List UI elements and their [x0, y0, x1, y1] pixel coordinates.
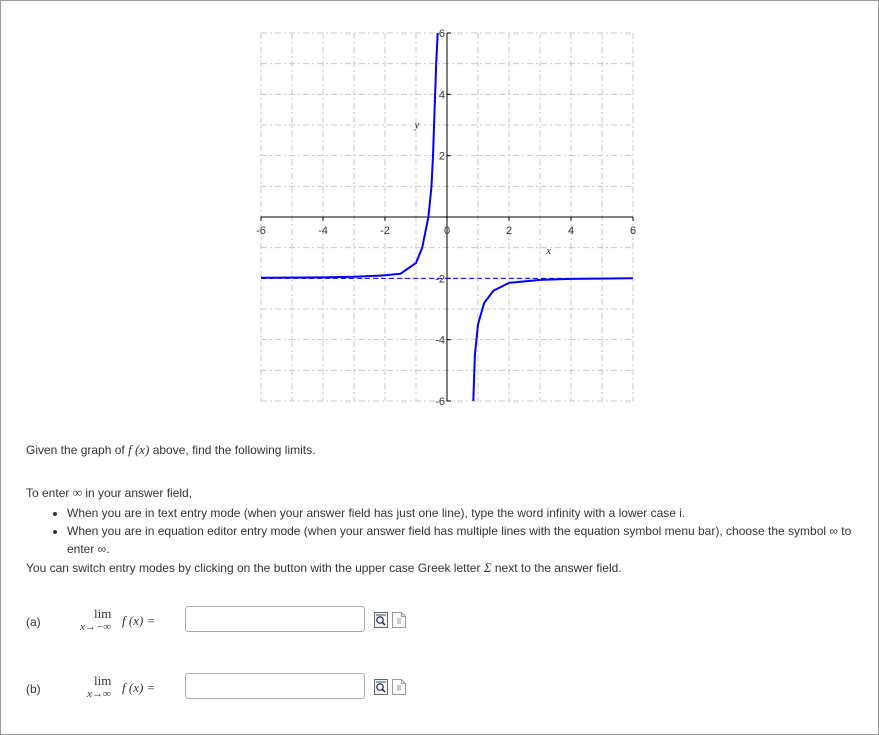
- curve-branch: [473, 278, 633, 401]
- lim-subscript: x→∞: [87, 688, 111, 700]
- switch-suffix: next to the answer field.: [491, 561, 622, 575]
- lim-subscript: x→−∞: [80, 621, 112, 633]
- y-tick-label: 6: [438, 28, 445, 40]
- x-tick-label: 4: [567, 225, 575, 237]
- switch-prefix: You can switch entry modes by clicking on the button with the upper case Greek letter: [26, 561, 484, 575]
- y-tick-label: 4: [438, 89, 445, 102]
- given-func: f (x): [128, 442, 150, 457]
- part-a-expression: f (x) =: [122, 613, 156, 628]
- enter-suffix: in your answer field,: [81, 486, 193, 500]
- x-axis-label: x: [546, 244, 552, 257]
- part-a-label: (a): [26, 615, 41, 629]
- instructions-list: [49, 504, 867, 558]
- switch-text: [26, 560, 622, 576]
- answer-input-b[interactable]: [185, 673, 365, 699]
- given-prefix: Given the graph of: [26, 443, 129, 457]
- y-tick-label: 2: [438, 150, 445, 163]
- part-b-expression: f (x) =: [122, 680, 156, 695]
- y-tick-label: -4: [435, 334, 445, 347]
- given-suffix: above, find the following limits.: [149, 443, 316, 457]
- sigma-symbol: Σ: [483, 560, 492, 575]
- y-axis-label: y: [414, 119, 420, 132]
- equation-editor-icon[interactable]: [392, 612, 406, 628]
- part-b-label: (b): [26, 682, 41, 696]
- tick-labels: [256, 28, 636, 408]
- enter-text: [26, 485, 192, 501]
- y-tick-label: -2: [435, 273, 445, 286]
- preview-icon[interactable]: [374, 612, 388, 628]
- x-tick-label: -2: [380, 225, 390, 237]
- part-a-limit: [80, 606, 112, 633]
- infinity-symbol: ∞: [72, 485, 82, 500]
- x-tick-label: 6: [629, 225, 637, 237]
- instruction-text-mode: • When you are in text entry mode (when your answer field has just one line), type the word infinity with a lower case i.: [67, 504, 867, 522]
- enter-prefix: To enter: [26, 486, 73, 500]
- x-tick-label: -6: [256, 225, 266, 237]
- y-tick-label: -6: [435, 396, 445, 408]
- equation-editor-icon[interactable]: [392, 679, 406, 695]
- function-graph: [249, 21, 639, 409]
- instruction-editor-mode: • When you are in equation editor entry mode (when your answer field has multiple lines with the equation symbol menu bar), choose the symbol ∞ to enter ∞.: [67, 522, 867, 558]
- preview-icon[interactable]: [374, 679, 388, 695]
- x-tick-label: 0: [443, 225, 451, 237]
- lim-text: lim: [94, 673, 112, 688]
- answer-input-a[interactable]: [185, 606, 365, 632]
- part-b-limit: [87, 673, 112, 700]
- given-text: [26, 442, 315, 458]
- lim-text: lim: [94, 606, 112, 621]
- x-tick-label: 2: [505, 225, 513, 237]
- x-tick-label: -4: [318, 225, 328, 237]
